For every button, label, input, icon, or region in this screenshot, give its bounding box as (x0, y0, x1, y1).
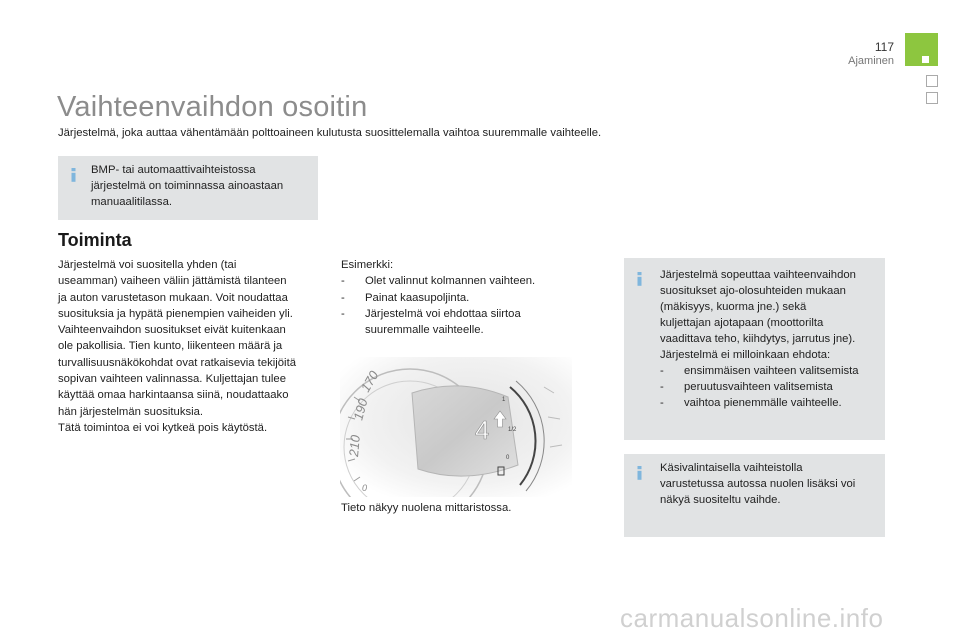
list-item (341, 306, 581, 339)
list-item (341, 273, 581, 289)
text-line: suosituksia ja hypätä pienempien vaiheiden yli. (58, 307, 293, 320)
text-line: sopivan vaihteen valinnassa. Kuljettajan tulee (58, 373, 286, 386)
list-item (341, 290, 581, 306)
list-text: Järjestelmä voi ehdottaa siirtoa (365, 307, 521, 320)
text-line: ole pakollisia. Tien kunto, liikenteen määrä ja (58, 340, 283, 353)
text-line: hän järjestelmän suosituksia. (58, 405, 204, 418)
text-line: turvallisuusnäkökohdat ovat ratkaisevia tekijöitä (58, 356, 296, 369)
note-line: Järjestelmä sopeuttaa vaihteenvaihdon (660, 269, 856, 281)
outline-square (926, 75, 938, 87)
note-line: järjestelmä on toiminnassa ainoastaan (91, 180, 284, 192)
note-line: vaadittava teho, kiihdytys, jarrutus jne). (660, 333, 856, 345)
example-block (341, 257, 581, 338)
note-line: Käsivalintaisella vaihteistolla (660, 462, 803, 474)
instrument-cluster-illustration (340, 357, 572, 497)
fuel-label: 1 (502, 397, 506, 403)
info-icon (633, 272, 646, 286)
list-item (660, 395, 882, 411)
note-line: manuaalitilassa. (91, 196, 173, 208)
page-title: Vaihteenvaihdon osoitin (57, 91, 368, 123)
watermark: carmanualsonline.info (620, 603, 884, 633)
text-line: Vaihteenvaihdon suositukset eivät kuitenkaan (58, 324, 286, 337)
list-dash: - (341, 275, 345, 288)
list-text: Olet valinnut kolmannen vaihteen. (365, 275, 536, 288)
list-dash: - (660, 397, 664, 409)
list-text: vaihtoa pienemmälle vaihteelle. (684, 397, 842, 409)
note-bmp (58, 156, 318, 220)
list-text: suuremmalle vaihteelle. (365, 324, 484, 337)
text-line: Järjestelmä voi suositella yhden (tai (58, 259, 237, 271)
list-text: Painat kaasupoljinta. (365, 291, 470, 304)
note-line: kuljettajan ajotapaan (moottorilta (660, 317, 824, 329)
text-line: useamman) vaiheen väliin jättämistä tilanteen (58, 275, 287, 288)
example-heading: Esimerkki: (341, 259, 394, 271)
note-line: (mäkisyys, kuorma jne.) sekä (660, 301, 807, 313)
list-dash: - (660, 365, 664, 377)
list-item (660, 363, 882, 379)
list-dash: - (341, 307, 345, 320)
text-line: ja auton varustetason mukaan. Voit noudattaa (58, 291, 288, 304)
note-line: varustetussa autossa nuolen lisäksi voi (660, 478, 856, 490)
intro-text: Järjestelmä, joka auttaa vähentämään polttoaineen kulutusta suosittelemalla vaihtoa suuremmalle vaihteelle. (58, 127, 602, 139)
fuel-label: 0 (506, 455, 510, 461)
list-text: peruutusvaihteen valitsemista (684, 381, 833, 393)
section-marker (905, 33, 938, 66)
note-adaptation (624, 258, 885, 440)
left-column-text (58, 257, 326, 436)
scale-label: 170 (357, 368, 382, 395)
gear-indicator: 4 (475, 415, 490, 445)
page-number: 117 (874, 40, 894, 54)
outline-square (926, 92, 938, 104)
list-text: ensimmäisen vaihteen valitsemista (684, 365, 859, 377)
fuel-label: 1/2 (508, 427, 517, 433)
text-line: käyttää omaa harkintaansa siinä, noudattaako (58, 389, 289, 402)
info-icon (633, 466, 646, 480)
scale-label: 210 (346, 434, 363, 458)
list-dash: - (341, 291, 345, 304)
list-dash: - (660, 381, 664, 393)
scale-label: 190 (350, 396, 371, 422)
list-item (660, 379, 882, 395)
text-line: Tätä toimintoa ei voi kytkeä pois käytöstä. (58, 421, 268, 434)
note-line: näkyä suositeltu vaihde. (660, 494, 781, 506)
note-manual-gearbox (624, 454, 885, 537)
note-line: BMP- tai automaattivaihteistossa (91, 164, 256, 176)
note-line: suositukset ajo-olosuhteiden mukaan (660, 285, 846, 297)
gauge-caption: Tieto näkyy nuolena mittaristossa. (341, 502, 512, 514)
section-heading: Toiminta (58, 230, 132, 250)
note-line: Järjestelmä ei milloinkaan ehdota: (660, 349, 831, 361)
section-label: Ajaminen (848, 55, 894, 67)
info-icon (67, 168, 80, 182)
scale-label: 0 (362, 483, 368, 493)
